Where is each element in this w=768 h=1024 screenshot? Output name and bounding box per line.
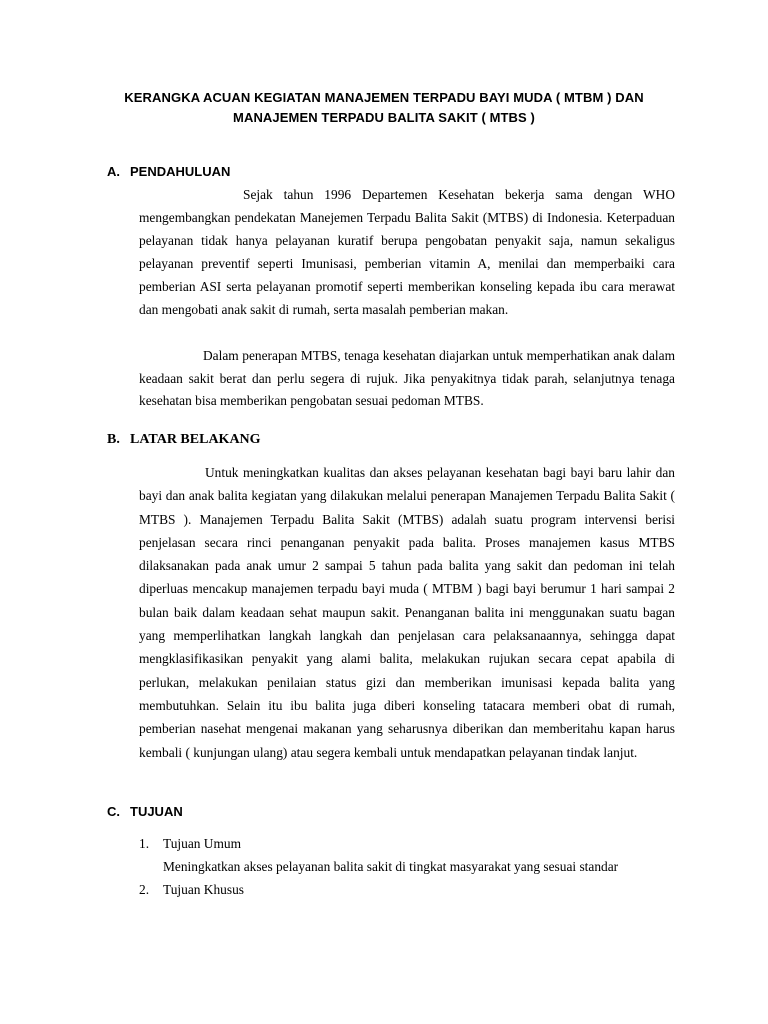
list-item-tujuan-umum-text: Meningkatkan akses pelayanan balita sakit di tingkat masyarakat yang sesuai standar	[163, 859, 619, 874]
list-number: 2.	[139, 882, 150, 897]
section-letter: A.	[107, 164, 120, 179]
list-item-tujuan-khusus	[139, 879, 244, 901]
list-item-tujuan-umum	[139, 833, 241, 855]
section-heading-tujuan	[107, 803, 183, 821]
paragraph-pendahuluan-1: Sejak tahun 1996 Departemen Kesehatan bekerja sama dengan WHO mengembangkan pendekatan Manejemen Terpadu Balita Sakit (MTBS) di Indonesia. Keterpaduan pelayanan tidak hanya pelayanan kuratif berupa pengobatan penyakit saja, namun sekaligus pelayanan preventif seperti Imunisasi, pemberian vitamin A, menilai dan memperbaiki cara pemberian ASI serta pelayanan promotif seperti memberikan konseling kepada ibu cara merawat dan mengobati anak sakit di rumah, serta masalah pemberian makan.	[139, 187, 675, 317]
document-title	[60, 88, 708, 128]
section-title: TUJUAN	[130, 804, 183, 819]
paragraph-latar-belakang: Untuk meningkatkan kualitas dan akses pelayanan kesehatan bagi bayi baru lahir dan bayi dan anak balita kegiatan yang dilakukan melalui penerapan Manajemen Terpadu Balita Sakit ( MTBS ). Manajemen Terpadu Balita Sakit (MTBS) adalah suatu program intervensi berisi penjelasan secara rinci penanganan penyakit pada balita. Proses manajemen kasus MTBS dilaksanakan pada anak umur 2 sampai 5 tahun pada balita yang sakit dan pedoman ini telah diperluas mencakup manajemen terpadu bayi muda ( MTBM ) bagi bayi berumur 1 hari sampai 2 bulan baik dalam keadaan sehat maupun sakit. Penanganan balita ini menggunakan suatu bagan yang memperlihatkan langkah langkah dan penjelasan cara pelaksanaannya, sehingga dapat mengklasifikasikan penyakit yang alami balita, melakukan rujukan secara cepat apabila di perlukan, melakukan penilaian status gizi dan memberikan imunisasi kepada balita yang membutuhkan. Selain itu ibu balita juga diberi konseling tatacara memberi obat di rumah, pemberian nasehat mengenai makanan yang seharusnya diberikan dan memberitahu kapan harus kembali ( kunjungan ulang) atau segera kembali untuk mendapatkan pelayanan tindak lanjut.	[139, 465, 675, 760]
list-label: Tujuan Khusus	[163, 882, 244, 897]
list-number: 1.	[139, 836, 150, 851]
title-line-2: MANAJEMEN TERPADU BALITA SAKIT ( MTBS )	[233, 110, 535, 125]
section-letter: C.	[107, 804, 120, 819]
title-line-1: KERANGKA ACUAN KEGIATAN MANAJEMEN TERPADU BAYI MUDA ( MTBM ) DAN	[124, 90, 644, 105]
paragraph-pendahuluan-2: Dalam penerapan MTBS, tenaga kesehatan diajarkan untuk memperhatikan anak dalam keadaan sakit berat dan perlu segera di rujuk. Jika penyakitnya tidak parah, selanjutnya tenaga kesehatan bisa memberikan pengobatan sesuai pedoman MTBS.	[139, 348, 675, 409]
section-title: LATAR BELAKANG	[130, 432, 261, 447]
section-title: PENDAHULUAN	[130, 164, 231, 179]
section-heading-latar-belakang	[107, 431, 261, 449]
section-heading-pendahuluan	[107, 163, 230, 181]
list-label: Tujuan Umum	[163, 836, 242, 851]
section-letter: B.	[107, 432, 120, 447]
